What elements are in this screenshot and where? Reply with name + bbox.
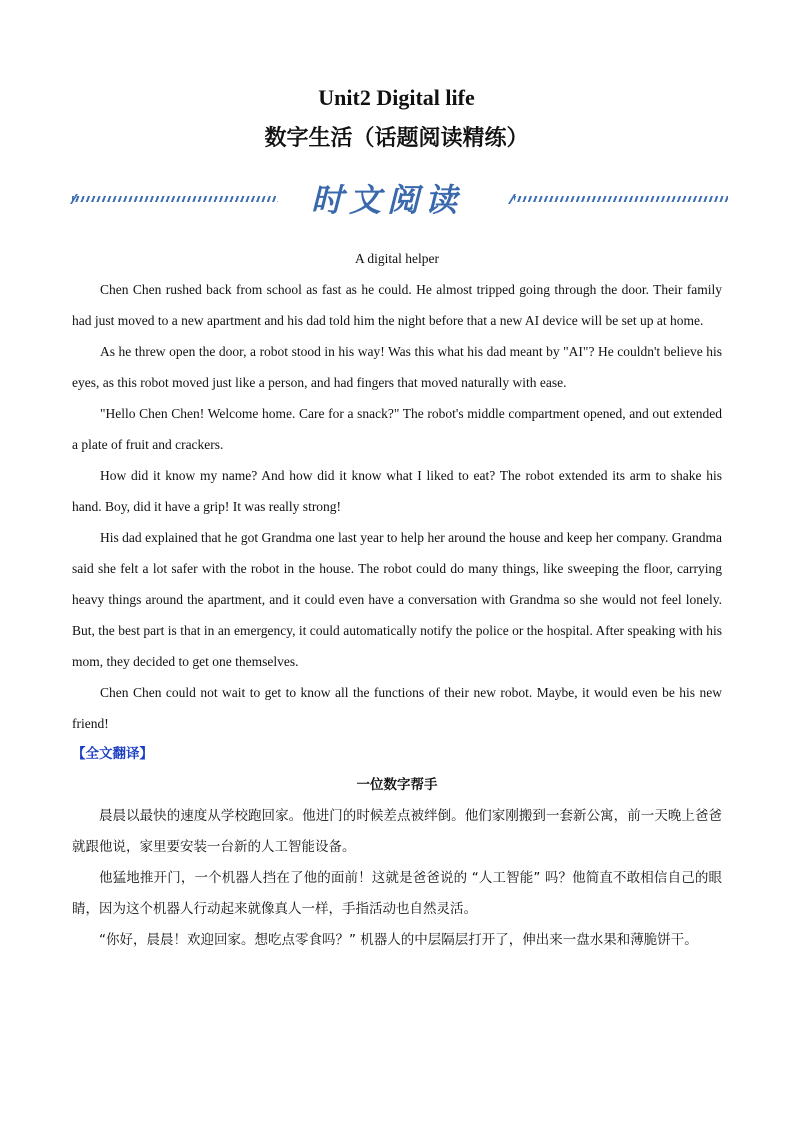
banner-right-stripe — [514, 196, 728, 202]
document-body — [72, 243, 722, 956]
article-paragraph: As he threw open the door, a robot stood in his way! Was this what his dad meant by "AI"? He couldn't believe his eyes, as this robot moved just like a person, and had fingers that moved naturally with ease. — [72, 344, 722, 390]
translation-paragraph: 他猛地推开门，一个机器人挡在了他的面前！这就是爸爸说的 “人工智能” 吗？他简直不敢相信自己的眼睛，因为这个机器人行动起来就像真人一样，手指活动也自然灵活。 — [72, 870, 722, 917]
article-paragraph: His dad explained that he got Grandma one last year to help her around the house and keep her company. Grandma said she felt a lot safer with the robot in the house. The robot could do many things, like sweeping the floor, carrying heavy things around the apartment, and it could even have a conversation with Grandma so she would not feel lonely. But, the best part is that in an emergency, it could automatically notify the police or the hospital. After speaking with his mom, they decided to get one themselves. — [72, 530, 722, 669]
article-paragraph: How did it know my name? And how did it know what I liked to eat? The robot extended its arm to shake his hand. Boy, did it have a grip! It was really strong! — [72, 468, 722, 514]
translation-paragraph: “你好，晨晨！欢迎回家。想吃点零食吗？” 机器人的中层隔层打开了，伸出来一盘水果和薄脆饼干。 — [99, 932, 698, 948]
page-title-zh: 数字生活（话题阅读精练） — [264, 126, 529, 151]
banner-right-cap-icon — [508, 194, 518, 204]
section-banner — [72, 176, 728, 224]
article-title: A digital helper — [355, 251, 439, 266]
banner-title: 时文阅读 — [310, 181, 463, 219]
article-paragraph: Chen Chen rushed back from school as fast as he could. He almost tripped going through the door. Their family had just moved to a new apartment and his dad told him the night before that a new AI device will be set up at home. — [72, 282, 722, 328]
translation-label: 【全文翻译】 — [72, 746, 153, 762]
page-title-en: Unit2 Digital life — [318, 85, 475, 110]
article-paragraph: "Hello Chen Chen! Welcome home. Care for a snack?" The robot's middle compartment opened, and out extended a plate of fruit and crackers. — [72, 406, 722, 452]
article-paragraph: Chen Chen could not wait to get to know all the functions of their new robot. Maybe, it would even be his new friend! — [72, 685, 722, 731]
banner-left-stripe — [72, 196, 278, 202]
translation-paragraph: 晨晨以最快的速度从学校跑回家。他进门的时候差点被绊倒。他们家刚搬到一套新公寓，前一天晚上爸爸就跟他说，家里要安装一台新的人工智能设备。 — [72, 808, 722, 855]
translation-title: 一位数字帮手 — [356, 777, 438, 793]
